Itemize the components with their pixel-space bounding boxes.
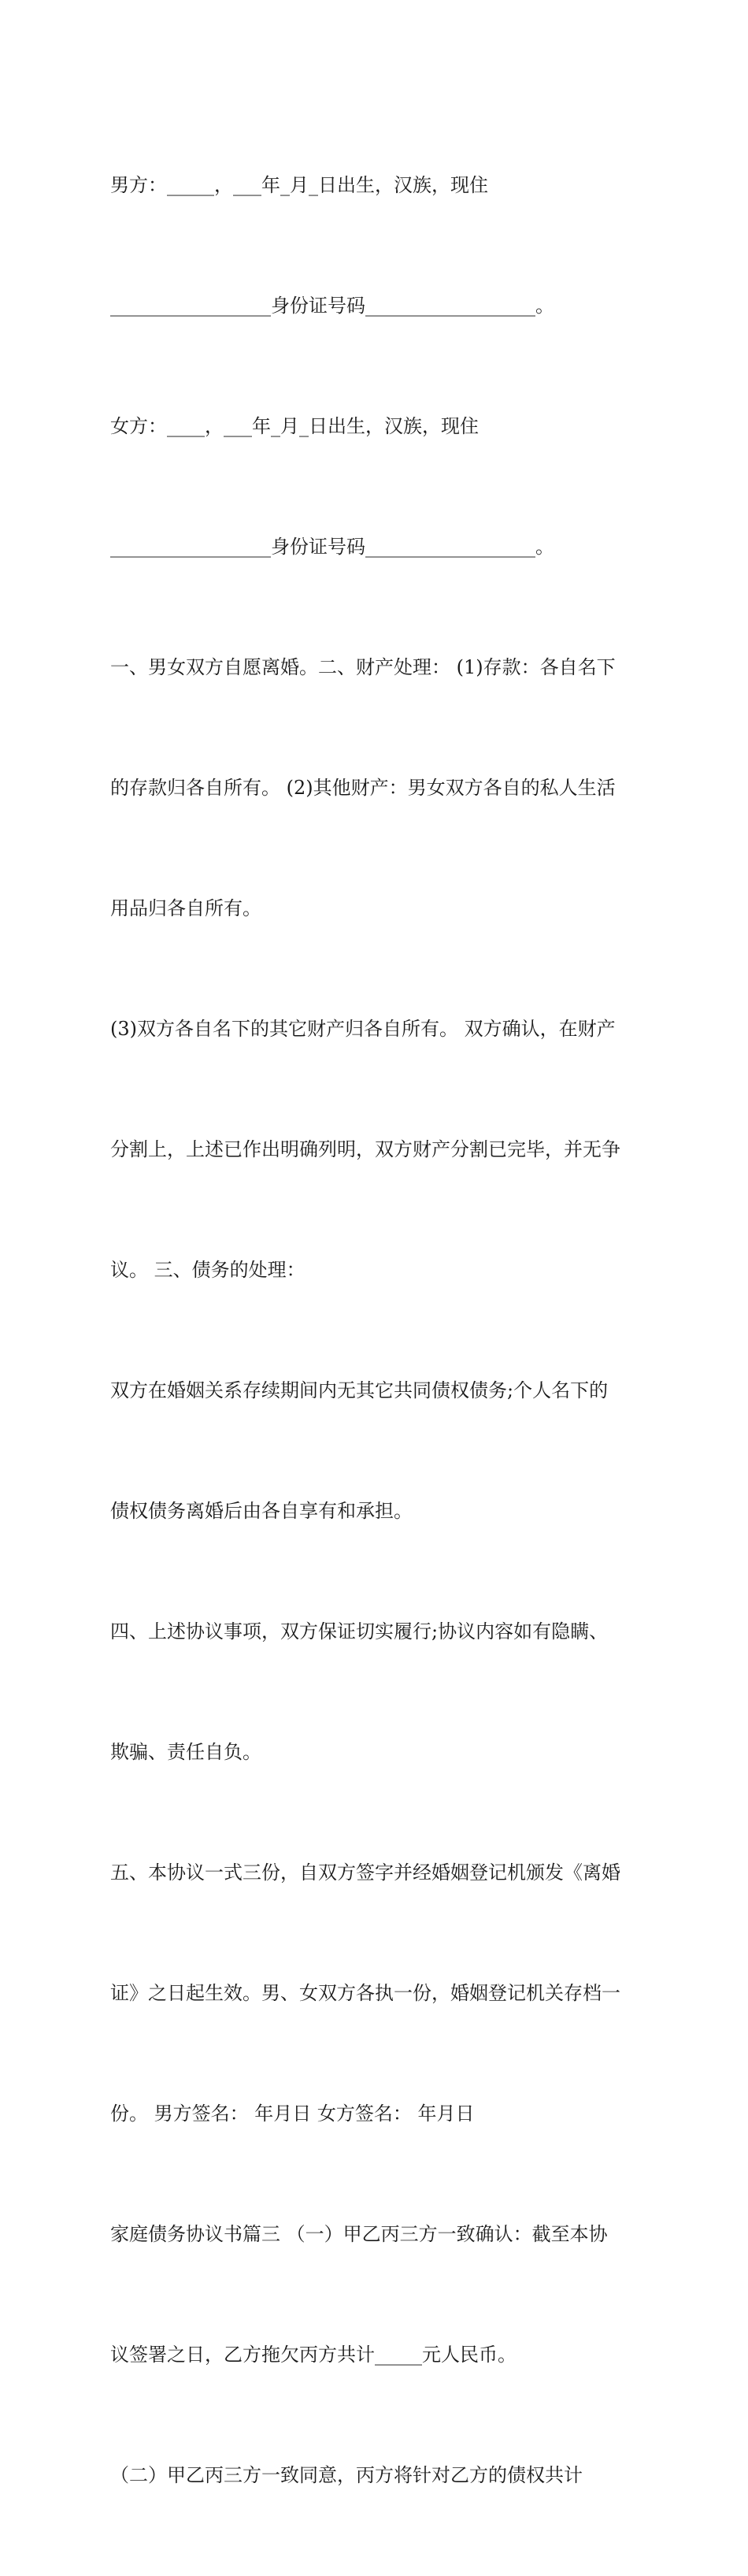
clause-line: 证》之日起生效。男、女双方各执一份，婚姻登记机关存档一: [110, 1982, 620, 2004]
clause-line: 的存款归各自所有。 (2)其他财产：男女双方各自的私人生活: [110, 777, 616, 799]
clause-line: 双方在婚姻关系存续期间内无其它共同债权债务;个人名下的: [110, 1379, 609, 1401]
clause-line: （二）甲乙丙三方一致同意，丙方将针对乙方的债权共计: [110, 2464, 583, 2486]
signature-line: 份。 男方签名： 年月日 女方签名： 年月日: [110, 2103, 475, 2125]
clause-line: 分割上，上述已作出明确列明，双方财产分割已完毕，并无争: [110, 1138, 620, 1160]
clause-line: 四、上述协议事项，双方保证切实履行;协议内容如有隐瞒、: [110, 1620, 609, 1642]
clause-line: 债权债务离婚后由各自享有和承担。: [110, 1500, 413, 1522]
clause-line: 议签署之日，乙方拖欠丙方共计_____元人民币。: [110, 2344, 517, 2366]
clause-line: 欺骗、责任自负。: [110, 1741, 261, 1763]
clause-line: 用品归各自所有。: [110, 897, 261, 919]
female-party-line: 女方：____，___年_月_日出生，汉族，现住: [110, 415, 479, 437]
document-body: [110, 85, 646, 2576]
clause-line: 一、男女双方自愿离婚。二、财产处理： (1)存款：各自名下: [110, 656, 616, 678]
female-id-line: _________________身份证号码__________________。: [110, 536, 554, 558]
male-id-line: _________________身份证号码__________________。: [110, 295, 554, 317]
male-party-line: 男方：_____，___年_月_日出生，汉族，现住: [110, 174, 488, 196]
clause-line: 议。 三、债务的处理：: [110, 1259, 305, 1281]
clause-line: 五、本协议一式三份，自双方签字并经婚姻登记机颁发《离婚: [110, 1861, 620, 1884]
section-heading-line: 家庭债务协议书篇三 （一）甲乙丙三方一致确认：截至本协: [110, 2223, 608, 2245]
clause-line: (3)双方各自名下的其它财产归各自所有。 双方确认，在财产: [110, 1018, 616, 1040]
